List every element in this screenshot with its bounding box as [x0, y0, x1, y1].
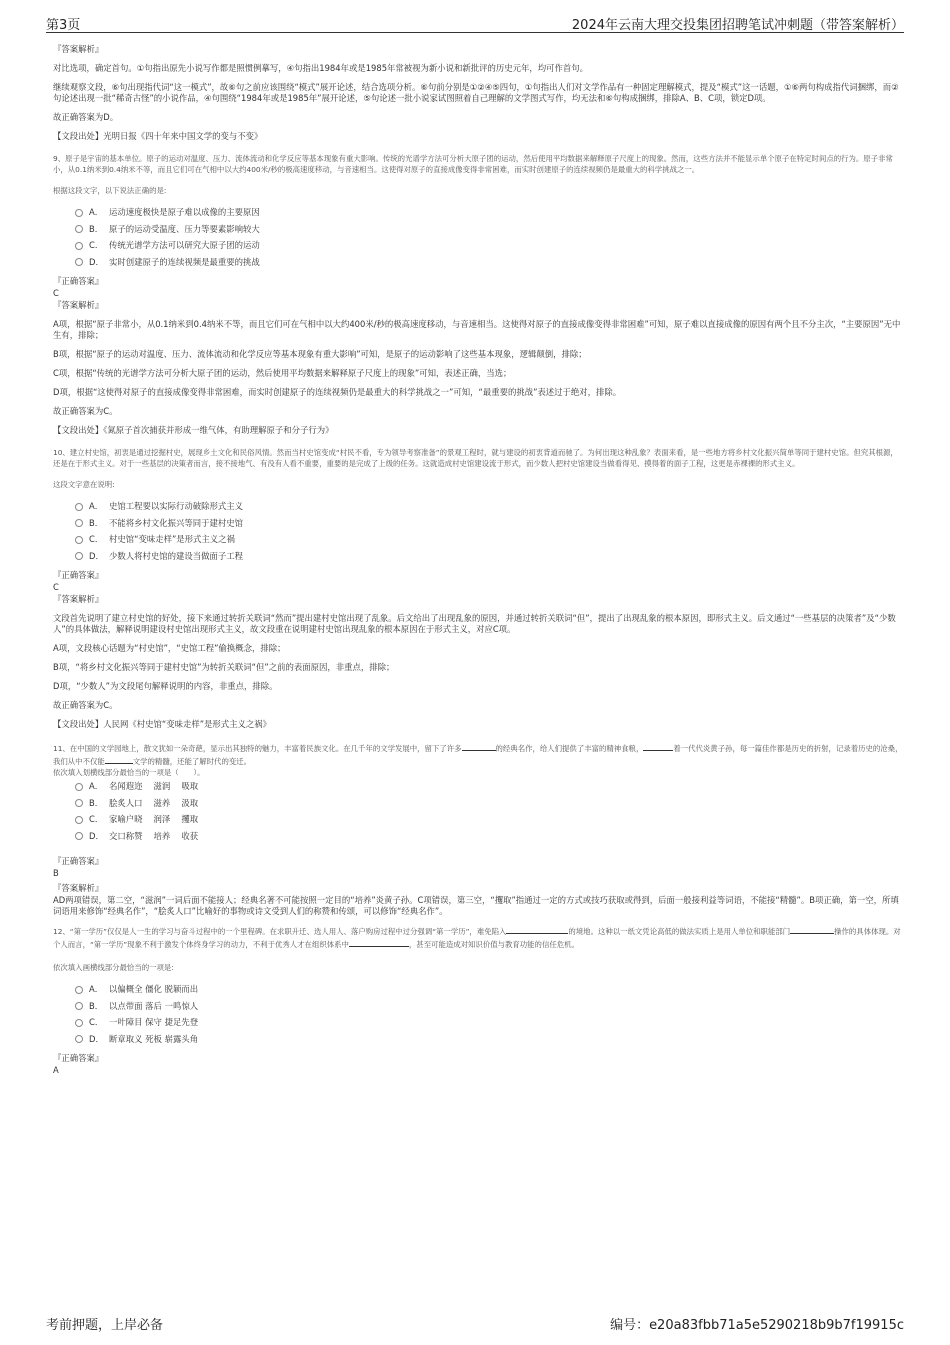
option-text: 以偏概全 僵化 脱颖而出	[109, 984, 199, 994]
option-text: 家喻户晓 润泽 攫取	[109, 814, 199, 824]
question-prompt: 依次填入划横线部分最恰当的一项是（ ）。	[53, 768, 205, 777]
explanation-paragraph: C项，根据“传统的光谱学方法可分析大原子团的运动，然后使用平均数据来解释原子尺度上的现象”可知，表述正确，当选；	[53, 368, 512, 378]
source-citation: 【文段出处】《氮原子首次捕获并形成一维气体，有助理解原子和分子行为》	[53, 425, 334, 435]
question-text-part: 文学的精髓，还能了解时代的变迁。	[132, 756, 252, 766]
radio-icon[interactable]	[75, 986, 83, 994]
option-item[interactable]	[75, 1031, 904, 1048]
radio-icon[interactable]	[75, 536, 83, 544]
option-item[interactable]	[75, 548, 904, 565]
radio-icon[interactable]	[75, 1002, 83, 1010]
option-item[interactable]	[75, 515, 904, 532]
option-item[interactable]	[75, 778, 904, 795]
option-item[interactable]	[75, 531, 904, 548]
page-header	[46, 14, 904, 33]
explanation-paragraph: D项，根据“这使得对原子的直接成像变得非常困难，而实时创建原子的连续视频仍是最重大的科学挑战之一”可知，“最重要的挑战”表述过于绝对，排除。	[53, 387, 622, 397]
document-title: 2024年云南大理交投集团招聘笔试冲刺题（带答案解析）	[571, 18, 904, 33]
option-item[interactable]	[75, 1014, 904, 1031]
footer-slogan: 考前押题，上岸必备	[46, 1318, 164, 1333]
question-text-part: 的境地。这种以一纸文凭论高低的做法实质上是用人单位和职能部门	[568, 927, 791, 936]
question-text-part: 12、“第一学历”仅仅是人一生的学习与奋斗过程中的一个里程碑。在求职升迁、选人用人、落户购房过程中过分强调“第一学历”，难免陷入	[53, 927, 507, 936]
radio-icon[interactable]	[75, 783, 83, 791]
answer-value: B	[53, 868, 59, 878]
fill-blank	[462, 742, 496, 751]
fill-blank	[643, 742, 673, 751]
question-text-part: 11、在中国的文学园地上，散文犹如一朵奇葩，显示出其独特的魅力，丰富着民族文化。在几千年的文学发展中，留下了许多	[53, 744, 462, 753]
option-item[interactable]	[75, 237, 904, 254]
option-text: 一叶障目 保守 捷足先登	[109, 1017, 199, 1027]
explanation-paragraph: A项，根据“原子非常小，从0.1纳米到0.4纳米不等，而且它们可在气相中以大约400米/秒的极高速度移动，与音速相当。这使得对原子的直接成像变得非常困难”可知，原子难以直接成像的原因有两个且不分主次，“主要原因”无中生有，排除；	[53, 319, 901, 340]
question-text: 10、建立村史馆，初衷是通过挖掘村史，展现乡土文化和民俗风情。然而当村史馆变成“村民不看，专为领导考察准备”的景观工程时，就与建设的初衷背道而驰了。为何出现这种乱象？表面来看，是一些地方将乡村文化振兴简单等同于建村史馆。但究其根源，还是在于形式主义。对于一些基层的决策者而言，接不接地气、有没有人看不重要，重要的是完成了上级的任务。这就造成村史馆建设流于形式，而少数人把村史馆建设当做看得见、摸得着的面子工程，这更是赤裸裸的形式主义。	[53, 448, 898, 468]
option-text: 脍炙人口 滋养 汲取	[109, 797, 199, 808]
option-item[interactable]	[75, 981, 904, 998]
option-key: C．	[89, 534, 104, 544]
option-key: B．	[89, 517, 104, 528]
radio-icon[interactable]	[75, 832, 83, 840]
fill-blank	[105, 755, 133, 764]
option-key: B．	[89, 223, 104, 234]
option-key: A．	[89, 501, 104, 511]
radio-icon[interactable]	[75, 503, 83, 511]
option-list	[75, 204, 904, 270]
explanation-conclusion: 故正确答案为D。	[53, 112, 119, 122]
option-key: C．	[89, 814, 104, 824]
source-citation: 【文段出处】光明日报《四十年来中国文学的变与不变》	[53, 131, 263, 141]
option-text: 交口称赞 培养 收获	[109, 830, 199, 841]
option-text: 原子的运动受温度、压力等要素影响较大	[109, 223, 260, 234]
fill-blank	[349, 938, 409, 947]
option-key: B．	[89, 1000, 104, 1011]
option-key: A．	[89, 984, 104, 994]
explanation-paragraph: A项，文段核心话题为“村史馆”，“史馆工程”偷换概念，排除；	[53, 643, 286, 653]
option-text: 不能将乡村文化振兴等同于建村史馆	[109, 517, 243, 528]
option-list	[75, 498, 904, 564]
question-prompt: 依次填入画横线部分最恰当的一项是:	[53, 963, 174, 972]
question-prompt: 根据这段文字，以下说法正确的是:	[53, 186, 167, 195]
explanation-paragraph: 继续观察文段，⑥句出现指代词“这一模式”，故⑥句之前应该围绕“模式”展开论述，结合选项分析。⑥句前分别是①②④⑤四句，①句指出人们对文学作品有一种固定理解模式，提及“模式”这一话题，①⑥两句构成指代词捆绑，而②句论述出现一批“稀奇古怪”的小说作品，④句围绕“1984年或是1985年”展开论述，⑤句论述一批小说家试图照着自己理解的文学图式写作，均无法和⑥句构成捆绑，排除A、B、C项，锁定D项。	[53, 82, 899, 103]
option-list	[75, 981, 904, 1047]
explanation-paragraph: 对比选项，确定首句。①句指出原先小说写作都是照惯例摹写，④句指出1984年或是1985年常被视为新小说和新批评的历史元年，均可作首句。	[53, 63, 589, 73]
explanation-label: 『答案解析』	[53, 300, 104, 310]
option-key: D．	[89, 1033, 104, 1044]
explanation-paragraph: D项，“少数人”为文段尾句解释说明的内容，非重点，排除。	[53, 681, 278, 691]
option-key: A．	[89, 781, 104, 791]
question-text-part: 的经典名作，给人们提供了丰富的精神食粮，	[495, 744, 644, 753]
option-text: 名闻遐迩 滋润 吸取	[109, 781, 199, 791]
option-text: 传统光谱学方法可以研究大原子团的运动	[109, 240, 260, 250]
option-text: 村史馆“变味走样”是形式主义之祸	[109, 534, 235, 544]
option-text: 断章取义 死板 崭露头角	[109, 1033, 199, 1044]
page-number: 第3页	[46, 18, 81, 33]
answer-label: 『正确答案』	[53, 276, 104, 286]
source-citation: 【文段出处】人民网《村史馆“变味走样”是形式主义之祸》	[53, 719, 272, 729]
explanation-paragraph: 文段首先说明了建立村史馆的好处，接下来通过转折关联词“然而”提出建村史馆出现了乱象。后文给出了出现乱象的原因，并通过转折关联词“但”，提出了出现乱象的根本原因，即形式主义。后文通过“一些基层的决策者”及“少数人”的具体做法，解释说明建设村史馆出现形式主义，故文段重在说明建村史馆出现乱象的根本原因在于形式主义，对应C项。	[53, 613, 896, 634]
fill-blank	[790, 925, 834, 934]
question-text-part: 操作的具体体现。对个人而言，“第一学历”现象不利于激发个体终身学习的动力，不利于优秀人才在组织体系中	[53, 927, 901, 949]
explanation-label: 『答案解析』	[53, 594, 104, 604]
explanation-paragraph: B项，“将乡村文化振兴等同于建村史馆”为转折关联词“但”之前的表面原因，非重点，排除；	[53, 662, 395, 672]
option-item[interactable]	[75, 795, 904, 812]
radio-icon[interactable]	[75, 225, 83, 233]
option-key: D．	[89, 550, 104, 561]
answer-value: C	[53, 582, 59, 592]
radio-icon[interactable]	[75, 1035, 83, 1043]
question-text	[53, 742, 904, 767]
option-text: 以点带面 落后 一鸣惊人	[109, 1000, 199, 1011]
explanation-conclusion: 故正确答案为C。	[53, 700, 118, 710]
answer-label: 『正确答案』	[53, 570, 104, 580]
radio-icon[interactable]	[75, 242, 83, 250]
option-key: C．	[89, 240, 104, 250]
explanation-label: 『答案解析』	[53, 883, 104, 893]
option-item[interactable]	[75, 498, 904, 515]
option-key: B．	[89, 797, 104, 808]
option-item[interactable]	[75, 828, 904, 845]
question-prompt: 这段文字意在说明:	[53, 480, 115, 489]
document-body	[53, 44, 904, 1077]
question-text-part: ，甚至可能造成对知识价值与教育功能的信任危机。	[408, 939, 579, 949]
option-item[interactable]	[75, 811, 904, 828]
fill-blank	[506, 925, 568, 934]
answer-value: C	[53, 288, 59, 298]
explanation-paragraph: AD两项错误，第二空，“滋润”一词后面不能接人；经典名著不可能按照一定目的“培养”炎黄子孙。C项错误，第三空，“攫取”指通过一定的方式或技巧获取或得到，后面一般接利益等词语，不能接“精髓”。B项正确，第一空，所填词语用来修饰“经典名作”，“脍炙人口”比喻好的事物或诗文受到人们的称赞和传颂，可以修饰“经典名作”。	[53, 895, 899, 916]
option-key: D．	[89, 256, 104, 267]
option-key: A．	[89, 207, 104, 217]
option-item[interactable]	[75, 254, 904, 271]
radio-icon[interactable]	[75, 799, 83, 807]
radio-icon[interactable]	[75, 816, 83, 824]
explanation-label: 『答案解析』	[53, 44, 104, 54]
answer-label: 『正确答案』	[53, 856, 104, 866]
question-text	[53, 925, 904, 950]
option-text: 运动速度极快是原子难以成像的主要原因	[109, 207, 260, 217]
option-key: C．	[89, 1017, 104, 1027]
option-text: 史馆工程要以实际行动破除形式主义	[109, 501, 243, 511]
option-key: D．	[89, 830, 104, 841]
radio-icon[interactable]	[75, 552, 83, 560]
radio-icon[interactable]	[75, 519, 83, 527]
radio-icon[interactable]	[75, 209, 83, 217]
document-code: 编号：e20a83fbb71a5e5290218b9b7f19915c	[610, 1318, 904, 1333]
radio-icon[interactable]	[75, 1019, 83, 1027]
option-item[interactable]	[75, 998, 904, 1015]
option-text: 实时创建原子的连续视频是最重要的挑战	[109, 256, 260, 267]
explanation-paragraph: B项，根据“原子的运动对温度、压力、流体流动和化学反应等基本现象有重大影响”可知，是原子的运动影响了这些基本现象，逻辑颠倒，排除；	[53, 349, 587, 359]
option-item[interactable]	[75, 204, 904, 221]
option-list	[75, 778, 904, 844]
answer-label: 『正确答案』	[53, 1053, 104, 1063]
explanation-conclusion: 故正确答案为C。	[53, 406, 118, 416]
question-text-part: 着一代代炎黄子孙，每一篇佳作都是历史的折射，记录着历史的沧桑，我们从中不仅能	[53, 744, 903, 766]
option-text: 少数人将村史馆的建设当做面子工程	[109, 550, 243, 561]
option-item[interactable]	[75, 221, 904, 238]
answer-value: A	[53, 1065, 59, 1075]
question-text: 9、原子是宇宙的基本单位。原子的运动对温度、压力、流体流动和化学反应等基本现象有重大影响。传统的光谱学方法可分析大原子团的运动，然后使用平均数据来解释原子尺度上的现象。然而，这些方法并不能显示单个原子在特定时间点的行为。原子非常小，从0.1纳米到0.4纳米不等，而且它们可在气相中以大约400米/秒的极高速度移动，与音速相当。这使得对原子的直接成像变得非常困难，而实时创建原子的连续视频仍是最重大的科学挑战之一。	[53, 154, 893, 174]
radio-icon[interactable]	[75, 258, 83, 266]
